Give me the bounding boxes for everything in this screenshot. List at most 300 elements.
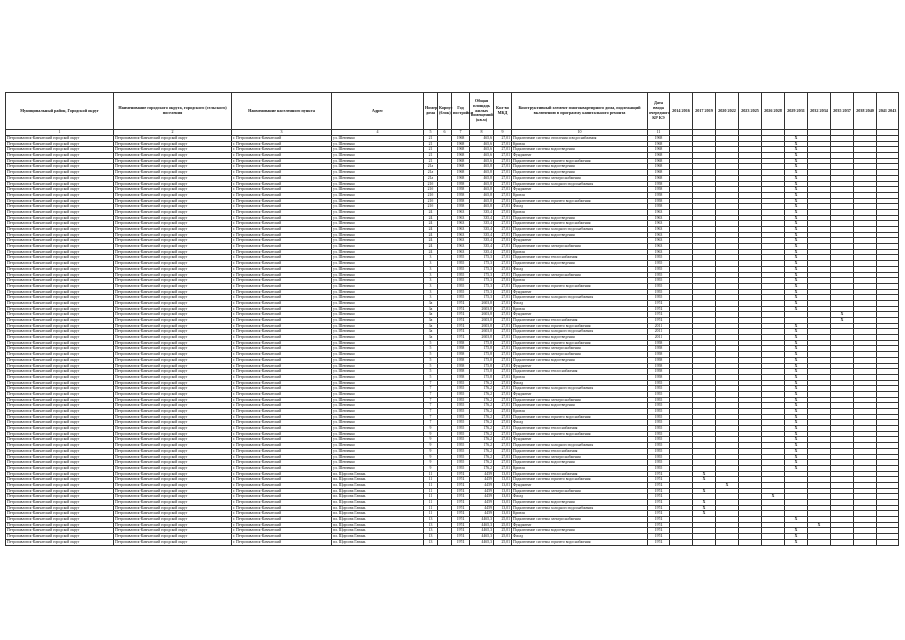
column-number-2: 2 [114, 130, 232, 136]
district-cell: Петропавловск-Камчатский городской округ [6, 300, 114, 306]
living-area-cell: 2603,8 [470, 318, 494, 324]
district-cell: Петропавловск-Камчатский городской округ [6, 272, 114, 278]
structural-element-cell: Подключение системы водоотведения [512, 335, 648, 341]
repair-date-cell: 1963 [648, 209, 670, 215]
building-count-cell: 13,01 [494, 511, 512, 517]
house-number-cell: 3а [424, 318, 438, 324]
living-area-cell: 176,2 [470, 403, 494, 409]
locality-cell: г. Петропавловск-Камчатский [232, 437, 332, 443]
year-built-cell: 1968 [452, 170, 470, 176]
column-header-19: 2035 2037 [831, 93, 854, 130]
structural-element-cell: Кровля [512, 511, 648, 517]
house-number-cell: 24 [424, 221, 438, 227]
period-cell-6: X [785, 403, 808, 409]
street-cell: ул. Шевченко [332, 289, 424, 295]
building-count-cell: 27,01 [494, 306, 512, 312]
house-number-cell: 21 [424, 136, 438, 142]
district-cell: Петропавловск-Камчатский городской округ [6, 147, 114, 153]
building-count-cell: 27,01 [494, 272, 512, 278]
district-cell: Петропавловск-Камчатский городской округ [6, 249, 114, 255]
house-number-cell: 24 [424, 238, 438, 244]
district-cell: Петропавловск-Камчатский городской округ [6, 511, 114, 517]
period-cell-9 [854, 539, 877, 545]
settlement-cell: Петропавловск-Камчатский городской округ [114, 409, 232, 415]
settlement-cell: Петропавловск-Камчатский городской округ [114, 323, 232, 329]
repair-date-cell: 1974 [648, 528, 670, 534]
repair-date-cell: 1955 [648, 266, 670, 272]
settlement-cell: Петропавловск-Камчатский городской округ [114, 272, 232, 278]
settlement-cell: Петропавловск-Камчатский городской округ [114, 471, 232, 477]
living-area-cell: 176,2 [470, 437, 494, 443]
house-number-cell: 3 [424, 289, 438, 295]
district-cell: Петропавловск-Камчатский городской округ [6, 528, 114, 534]
table-body [6, 136, 899, 546]
district-cell: Петропавловск-Камчатский городской округ [6, 397, 114, 403]
year-built-cell: 1963 [452, 249, 470, 255]
period-cell-6: X [785, 238, 808, 244]
repair-date-cell: 1974 [648, 522, 670, 528]
period-cell-6: X [785, 249, 808, 255]
living-area-cell: 175,8 [470, 374, 494, 380]
column-number-11: 11 [648, 130, 670, 136]
house-number-cell: 21б [424, 187, 438, 193]
year-built-cell: 1974 [452, 505, 470, 511]
building-count-cell: 27,01 [494, 437, 512, 443]
street-cell: ул. Шевченко [332, 363, 424, 369]
repair-date-cell: 1955 [648, 278, 670, 284]
structural-element-cell: Фундамент [512, 363, 648, 369]
locality-cell: г. Петропавловск-Камчатский [232, 448, 332, 454]
living-area-cell: 176,2 [470, 431, 494, 437]
house-number-cell: 24 [424, 249, 438, 255]
living-area-cell: 175,8 [470, 352, 494, 358]
locality-cell: г. Петропавловск-Камчатский [232, 238, 332, 244]
house-number-cell: 24 [424, 215, 438, 221]
period-cell-3: X [716, 482, 739, 488]
year-built-cell: 1958 [452, 374, 470, 380]
settlement-cell: Петропавловск-Камчатский городской округ [114, 329, 232, 335]
repair-date-cell: 1968 [648, 136, 670, 142]
repair-date-cell: 1958 [648, 346, 670, 352]
period-cell-6: X [785, 209, 808, 215]
settlement-cell: Петропавловск-Камчатский городской округ [114, 192, 232, 198]
living-area-cell: 335,4 [470, 244, 494, 250]
locality-cell: г. Петропавловск-Камчатский [232, 403, 332, 409]
column-number-9: 9 [494, 130, 512, 136]
column-header-13: 2017 2019 [693, 93, 716, 130]
repair-date-cell: 1955 [648, 409, 670, 415]
house-number-cell: 11 [424, 488, 438, 494]
house-number-cell: 3а [424, 335, 438, 341]
locality-cell: г. Петропавловск-Камчатский [232, 170, 332, 176]
house-number-cell: 9 [424, 460, 438, 466]
repair-date-cell: 1968 [648, 147, 670, 153]
repair-date-cell: 1955 [648, 289, 670, 295]
year-built-cell: 1963 [452, 232, 470, 238]
district-cell: Петропавловск-Камчатский городской округ [6, 141, 114, 147]
locality-cell: г. Петропавловск-Камчатский [232, 397, 332, 403]
district-cell: Петропавловск-Камчатский городской округ [6, 500, 114, 506]
column-number-3: 3 [232, 130, 332, 136]
house-number-cell: 13 [424, 528, 438, 534]
living-area-cell: 335,4 [470, 227, 494, 233]
repair-date-cell: 1955 [648, 465, 670, 471]
repair-date-cell: 1974 [648, 534, 670, 540]
house-number-cell: 5 [424, 357, 438, 363]
settlement-cell: Петропавловск-Камчатский городской округ [114, 414, 232, 420]
period-cell-6: X [785, 141, 808, 147]
year-built-cell: 1955 [452, 431, 470, 437]
building-count-cell: 27,01 [494, 158, 512, 164]
structural-element-cell: Подключение системы теплоснабжения [512, 471, 648, 477]
district-cell: Петропавловск-Камчатский городской округ [6, 323, 114, 329]
district-cell: Петропавловск-Камчатский городской округ [6, 522, 114, 528]
house-number-cell: 3а [424, 329, 438, 335]
house-number-cell: 21б [424, 198, 438, 204]
house-number-cell: 24 [424, 232, 438, 238]
street-cell: ул. Шевченко [332, 232, 424, 238]
structural-element-cell: Подключение системы водоотведения [512, 215, 648, 221]
house-number-cell: 24 [424, 244, 438, 250]
repair-date-cell: 1974 [648, 477, 670, 483]
year-built-cell: 1955 [452, 403, 470, 409]
column-header-15: 2023 2025 [739, 93, 762, 130]
year-built-cell: 1974 [452, 312, 470, 318]
building-count-cell: 27,01 [494, 460, 512, 466]
repair-date-cell: 1958 [648, 198, 670, 204]
building-count-cell: 13,01 [494, 494, 512, 500]
period-cell-5 [762, 539, 785, 545]
structural-element-cell: Подключение системы водоотведения [512, 170, 648, 176]
street-cell: пл. Щорсова Гавань [332, 471, 424, 477]
street-cell: ул. Шевченко [332, 272, 424, 278]
district-cell: Петропавловск-Камчатский городской округ [6, 437, 114, 443]
street-cell: ул. Шевченко [332, 329, 424, 335]
structural-element-cell: Подключение системы горячего водоснабжения [512, 158, 648, 164]
district-cell: Петропавловск-Камчатский городской округ [6, 431, 114, 437]
repair-date-cell: 1968 [648, 175, 670, 181]
building-count-cell: 27,01 [494, 318, 512, 324]
locality-cell: г. Петропавловск-Камчатский [232, 318, 332, 324]
street-cell: ул. Шевченко [332, 249, 424, 255]
period-cell-6: X [785, 448, 808, 454]
building-count-cell: 27,01 [494, 312, 512, 318]
living-area-cell: 176,2 [470, 460, 494, 466]
building-count-cell: 27,01 [494, 397, 512, 403]
structural-element-cell: Подключение системы электроснабжения [512, 454, 648, 460]
locality-cell: г. Петропавловск-Камчатский [232, 511, 332, 517]
living-area-cell: 175,8 [470, 346, 494, 352]
living-area-cell: 176,2 [470, 386, 494, 392]
period-cell-6: X [785, 414, 808, 420]
repair-date-cell: 1974 [648, 300, 670, 306]
period-cell-6: X [785, 517, 808, 523]
settlement-cell: Петропавловск-Камчатский городской округ [114, 380, 232, 386]
settlement-cell: Петропавловск-Камчатский городской округ [114, 374, 232, 380]
house-number-cell: 21б [424, 192, 438, 198]
house-number-cell: 7 [424, 409, 438, 415]
header-row [6, 93, 899, 130]
repair-date-cell: 1974 [648, 517, 670, 523]
repair-date-cell: 1955 [648, 386, 670, 392]
locality-cell: г. Петропавловск-Камчатский [232, 460, 332, 466]
year-built-cell: 1955 [452, 426, 470, 432]
period-cell-6: X [785, 363, 808, 369]
building-count-cell: 27,01 [494, 192, 512, 198]
period-cell-6: X [785, 244, 808, 250]
district-cell: Петропавловск-Камчатский городской округ [6, 329, 114, 335]
repair-date-cell: 1958 [648, 340, 670, 346]
year-built-cell: 1955 [452, 409, 470, 415]
building-count-cell: 27,01 [494, 238, 512, 244]
district-cell: Петропавловск-Камчатский городской округ [6, 471, 114, 477]
locality-cell: г. Петропавловск-Камчатский [232, 283, 332, 289]
building-count-cell: 27,01 [494, 249, 512, 255]
column-header-17: 2029 2031 [785, 93, 808, 130]
street-cell: пл. Щорсова Гавань [332, 500, 424, 506]
building-count-cell: 27,01 [494, 170, 512, 176]
house-number-cell: 3 [424, 255, 438, 261]
locality-cell: г. Петропавловск-Камчатский [232, 363, 332, 369]
settlement-cell: Петропавловск-Камчатский городской округ [114, 391, 232, 397]
building-count-cell: 27,01 [494, 283, 512, 289]
living-area-cell: 175,3 [470, 266, 494, 272]
district-cell: Петропавловск-Камчатский городской округ [6, 391, 114, 397]
street-cell: ул. Шевченко [332, 306, 424, 312]
year-built-cell: 1968 [452, 164, 470, 170]
house-number-cell: 7 [424, 380, 438, 386]
year-built-cell: 1958 [452, 187, 470, 193]
year-built-cell: 1974 [452, 488, 470, 494]
structural-element-cell: Подключение системы горячего водоснабжения [512, 323, 648, 329]
period-cell-8 [831, 539, 854, 545]
year-built-cell: 1974 [452, 539, 470, 545]
year-built-cell: 1974 [452, 517, 470, 523]
locality-cell: г. Петропавловск-Камчатский [232, 278, 332, 284]
locality-cell: г. Петропавловск-Камчатский [232, 204, 332, 210]
settlement-cell: Петропавловск-Камчатский городской округ [114, 346, 232, 352]
building-count-cell: 27,01 [494, 289, 512, 295]
locality-cell: г. Петропавловск-Камчатский [232, 209, 332, 215]
building-count-cell: 27,01 [494, 187, 512, 193]
period-cell-2: X [693, 500, 716, 506]
house-number-cell: 5 [424, 363, 438, 369]
building-count-cell: 27,01 [494, 141, 512, 147]
structural-element-cell: Фасад [512, 204, 648, 210]
year-built-cell: 1974 [452, 306, 470, 312]
house-number-cell: 21 [424, 158, 438, 164]
living-area-cell: 4465,3 [470, 517, 494, 523]
year-built-cell: 1963 [452, 227, 470, 233]
year-built-cell: 1974 [452, 323, 470, 329]
structural-element-cell: Подключение системы холодного водоснабжения [512, 181, 648, 187]
column-number-6: 6 [438, 130, 452, 136]
living-area-cell: 175,8 [470, 369, 494, 375]
structural-element-cell: Подключение системы электроснабжения [512, 352, 648, 358]
locality-cell: г. Петропавловск-Камчатский [232, 340, 332, 346]
settlement-cell: Петропавловск-Камчатский городской округ [114, 175, 232, 181]
street-cell: ул. Шевченко [332, 437, 424, 443]
repair-date-cell: 1963 [648, 227, 670, 233]
period-cell-6: X [785, 192, 808, 198]
district-cell: Петропавловск-Камчатский городской округ [6, 494, 114, 500]
street-cell: ул. Шевченко [332, 266, 424, 272]
district-cell: Петропавловск-Камчатский городской округ [6, 238, 114, 244]
living-area-cell: 4459 [470, 505, 494, 511]
district-cell: Петропавловск-Камчатский городской округ [6, 170, 114, 176]
street-cell: ул. Шевченко [332, 391, 424, 397]
period-cell-6: X [785, 369, 808, 375]
living-area-cell: 465,8 [470, 170, 494, 176]
living-area-cell: 465,8 [470, 175, 494, 181]
house-number-cell: 3 [424, 283, 438, 289]
building-count-cell: 27,01 [494, 346, 512, 352]
year-built-cell: 1958 [452, 346, 470, 352]
house-number-cell: 3 [424, 272, 438, 278]
building-count-cell: 27,01 [494, 374, 512, 380]
living-area-cell: 176,2 [470, 465, 494, 471]
structural-element-cell: Подключение системы горячего водоснабжения [512, 283, 648, 289]
street-cell: пл. Щорсова Гавань [332, 539, 424, 545]
year-built-cell: 1963 [452, 244, 470, 250]
period-cell-6: X [785, 465, 808, 471]
street-cell: пл. Щорсова Гавань [332, 482, 424, 488]
street-cell: ул. Шевченко [332, 278, 424, 284]
structural-element-cell: Подключение системы горячего водоснабжения [512, 431, 648, 437]
locality-cell: г. Петропавловск-Камчатский [232, 471, 332, 477]
period-cell-2: X [693, 471, 716, 477]
period-cell-2: X [693, 505, 716, 511]
street-cell: ул. Шевченко [332, 346, 424, 352]
period-cell-6: X [785, 340, 808, 346]
building-count-cell: 13,01 [494, 488, 512, 494]
street-cell: ул. Шевченко [332, 369, 424, 375]
column-header-16: 2026 2028 [762, 93, 785, 130]
year-built-cell: 1963 [452, 238, 470, 244]
structural-element-cell: Подключение системы холодного водоснабжения [512, 443, 648, 449]
settlement-cell: Петропавловск-Камчатский городской округ [114, 147, 232, 153]
settlement-cell: Петропавловск-Камчатский городской округ [114, 136, 232, 142]
settlement-cell: Петропавловск-Камчатский городской округ [114, 141, 232, 147]
living-area-cell: 175,3 [470, 278, 494, 284]
structural-element-cell: Фундамент [512, 391, 648, 397]
settlement-cell: Петропавловск-Камчатский городской округ [114, 300, 232, 306]
settlement-cell: Петропавловск-Камчатский городской округ [114, 255, 232, 261]
settlement-cell: Петропавловск-Камчатский городской округ [114, 517, 232, 523]
locality-cell: г. Петропавловск-Камчатский [232, 261, 332, 267]
building-count-cell: 27,01 [494, 391, 512, 397]
house-number-cell: 3а [424, 312, 438, 318]
building-count-cell: 27,01 [494, 221, 512, 227]
district-cell: Петропавловск-Камчатский городской округ [6, 482, 114, 488]
street-cell: ул. Шевченко [332, 397, 424, 403]
locality-cell: г. Петропавловск-Камчатский [232, 357, 332, 363]
column-header-10: Конструктивный элемент многоквартирного дома, подлежащий включению в программу капитального ремонта [512, 93, 648, 130]
living-area-cell: 465,6 [470, 158, 494, 164]
locality-cell: г. Петропавловск-Камчатский [232, 443, 332, 449]
structural-element-cell: Подключение системы холодного водоснабжения [512, 329, 648, 335]
settlement-cell: Петропавловск-Камчатский городской округ [114, 318, 232, 324]
settlement-cell: Петропавловск-Камчатский городской округ [114, 443, 232, 449]
structural-element-cell: Подключение системы водоотведения [512, 528, 648, 534]
house-number-cell: 21а [424, 164, 438, 170]
building-count-cell: 27,01 [494, 266, 512, 272]
street-cell: ул. Шевченко [332, 312, 424, 318]
structural-element-cell: Кровля [512, 249, 648, 255]
street-cell: ул. Шевченко [332, 386, 424, 392]
structural-element-cell: Фасад [512, 266, 648, 272]
house-number-cell: 24 [424, 209, 438, 215]
locality-cell: г. Петропавловск-Камчатский [232, 300, 332, 306]
living-area-cell: 176,2 [470, 380, 494, 386]
living-area-cell: 176,2 [470, 397, 494, 403]
period-cell-6: X [785, 266, 808, 272]
settlement-cell: Петропавловск-Камчатский городской округ [114, 431, 232, 437]
settlement-cell: Петропавловск-Камчатский городской округ [114, 397, 232, 403]
house-number-cell: 9 [424, 426, 438, 432]
street-cell: ул. Шевченко [332, 238, 424, 244]
living-area-cell: 176,2 [470, 391, 494, 397]
year-built-cell: 1958 [452, 181, 470, 187]
settlement-cell: Петропавловск-Камчатский городской округ [114, 500, 232, 506]
column-header-8: Общая площадь жилых помещений (кв.м) [470, 93, 494, 130]
street-cell: ул. Шевченко [332, 141, 424, 147]
locality-cell: г. Петропавловск-Камчатский [232, 215, 332, 221]
building-count-cell: 27,01 [494, 335, 512, 341]
period-cell-6: X [785, 329, 808, 335]
district-cell: Петропавловск-Камчатский городской округ [6, 369, 114, 375]
settlement-cell: Петропавловск-Камчатский городской округ [114, 312, 232, 318]
repair-date-cell: 1958 [648, 187, 670, 193]
column-header-3: Наименование населенного пункта [232, 93, 332, 130]
building-count-cell: 27,01 [494, 465, 512, 471]
district-cell: Петропавловск-Камчатский городской округ [6, 204, 114, 210]
settlement-cell: Петропавловск-Камчатский городской округ [114, 403, 232, 409]
settlement-cell: Петропавловск-Камчатский городской округ [114, 369, 232, 375]
period-cell-6: X [785, 534, 808, 540]
repair-date-cell: 1955 [648, 272, 670, 278]
year-built-cell: 1968 [452, 136, 470, 142]
living-area-cell: 335,4 [470, 232, 494, 238]
locality-cell: г. Петропавловск-Камчатский [232, 249, 332, 255]
repair-date-cell: 1974 [648, 306, 670, 312]
repair-date-cell: 1958 [648, 369, 670, 375]
column-number-4: 4 [332, 130, 424, 136]
street-cell: ул. Шевченко [332, 255, 424, 261]
repair-date-cell: 1974 [648, 312, 670, 318]
structural-element-cell: Кровля [512, 278, 648, 284]
structural-element-cell: Подключение системы водоотведения [512, 460, 648, 466]
settlement-cell: Петропавловск-Камчатский городской округ [114, 306, 232, 312]
street-cell: ул. Шевченко [332, 227, 424, 233]
locality-cell: г. Петропавловск-Камчатский [232, 255, 332, 261]
column-header-21: 2041 2043 [877, 93, 899, 130]
year-built-cell: 1955 [452, 437, 470, 443]
locality-cell: г. Петропавловск-Камчатский [232, 539, 332, 545]
repair-date-cell: 1955 [648, 261, 670, 267]
structural-element-cell: Подключение системы электроснабжения [512, 517, 648, 523]
district-cell: Петропавловск-Камчатский городской округ [6, 181, 114, 187]
year-built-cell: 1955 [452, 391, 470, 397]
living-area-cell: 2603,8 [470, 323, 494, 329]
column-header-4: Адрес [332, 93, 424, 130]
house-number-cell: 11 [424, 511, 438, 517]
column-header-12: 2014 2016 [670, 93, 693, 130]
structural-element-cell: Подключение системы теплоснабжения [512, 426, 648, 432]
period-cell-6: X [785, 153, 808, 159]
street-cell: пл. Щорсова Гавань [332, 505, 424, 511]
district-cell: Петропавловск-Камчатский городской округ [6, 352, 114, 358]
